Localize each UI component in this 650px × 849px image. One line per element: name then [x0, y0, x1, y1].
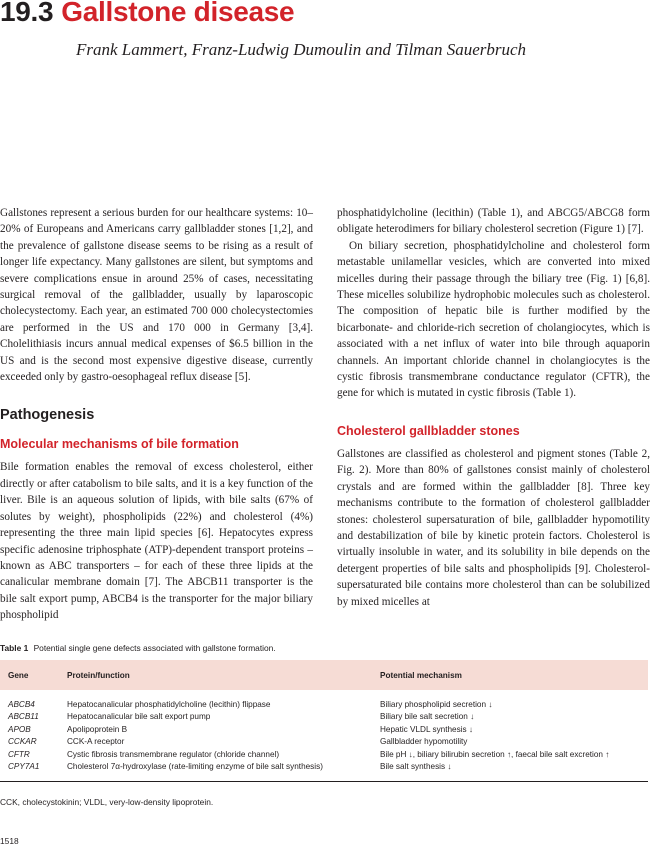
protein-cell: Apolipoprotein B — [67, 724, 128, 734]
left-column — [0, 205, 313, 624]
gallstones-paragraph: Gallstones are classified as cholesterol and pigment stones (Table 2, Fig. 2). More than 80% of gallstones consist mainly of cholesterol crystals and are formed within the gallbladder [8]. Three key mechanisms contribute to the formation of cholesterol gallbladder stones: cholesterol supersaturation of bile, gallbladder hypomotility and destabilization of bile by kinetic protein factors. Cholesterol is virtually insoluble in water, and its solubility in bile depends on the detergent properties of bile salts and phospholipids [9]. Cholesterol-supersaturated bile contains more cholesterol than can be solubilized by mixed micelles at — [337, 447, 650, 608]
gene-cell: CPY7A1 — [8, 762, 40, 772]
header-potential-mechanism: Potential mechanism — [380, 660, 648, 690]
table-label: Table 1 — [0, 643, 29, 653]
continuation-paragraph: phosphatidylcholine (lecithin) (Table 1), and ABCG5/ABCG8 form obligate heterodimers for biliary cholesterol secretion (Figure 1) [7]. — [337, 207, 650, 236]
chapter-title-text: Gallstone disease — [61, 0, 295, 27]
protein-cell: Hepatocanalicular phosphatidylcholine (lecithin) flippase — [67, 699, 271, 709]
bile-formation-paragraph: Bile formation enables the removal of excess cholesterol, either directly or after catabolism to bile salts, and it is a key function of the liver. Bile is an aqueous solution of lipids, with bile salts (67% of solutes by weight), phospholipids (22%) and cholesterol (4%) representing the three main lipid species [6]. Hepatocytes express specific adenosine triphosphate (ATP)-dependent transport proteins – known as ABC transporters – for each of these three lipids at the canalicular membrane domain [7]. The ABCB11 transporter is the bile salt export pump, ABCB4 is the transporter for the major biliary phospholipid — [0, 461, 313, 622]
chapter-title — [0, 0, 294, 28]
table-row — [0, 723, 648, 736]
table-1 — [0, 643, 650, 782]
table-row — [0, 690, 648, 711]
table-row — [0, 736, 648, 749]
right-column — [337, 205, 650, 610]
mechanism-cell: Biliary bile salt secretion ↓ — [380, 712, 475, 722]
mechanism-cell: Biliary phospholipid secretion ↓ — [380, 699, 493, 709]
mechanism-cell: Gallbladder hypomotility — [380, 737, 468, 747]
gene-cell: ABCB11 — [8, 712, 39, 722]
mechanism-cell: Bile pH ↓, biliary bilirubin secretion ↑, faecal bile salt excretion ↑ — [380, 749, 610, 759]
protein-cell: Cystic fibrosis transmembrane regulator (chloride channel) — [67, 749, 280, 759]
gene-cell: CFTR — [8, 749, 30, 759]
gene-cell: CCKAR — [8, 737, 37, 747]
intro-paragraph: Gallstones represent a serious burden for our healthcare systems: 10–20% of Europeans and Americans carry gallbladder stones [1,2], and the prevalence of gallstone disease seems to be rising as a result of longer life expectancy. Many gallstones are silent, but symptoms and severe complications ensue in around 25% of cases, necessitating surgical removal of the gallbladder, usually by laparoscopic cholecystectomy. Each year, an estimated 700 000 cholecystectomies are performed in the US and 170 000 in Germany [3,4]. Cholelithiasis incurs annual medical expenses of $6.5 billion in the US and is the second most expensive digestive disease, currently exceeded only by gastro-oesophageal reflux disease [5]. — [0, 207, 313, 384]
protein-cell: Hepatocanalicular bile salt export pump — [67, 712, 211, 722]
table-caption — [0, 643, 650, 653]
mechanism-cell: Hepatic VLDL synthesis ↓ — [380, 724, 473, 734]
chapter-number: 19.3 — [0, 0, 54, 27]
protein-cell: Cholesterol 7α-hydroxylase (rate-limiting enzyme of bile salt synthesis) — [67, 762, 323, 772]
table-header-row — [0, 660, 648, 690]
table-row — [0, 761, 648, 782]
table-row — [0, 711, 648, 724]
gene-defects-table — [0, 660, 648, 782]
subsection-heading-bile-formation: Molecular mechanisms of bile formation — [0, 437, 239, 452]
protein-cell: CCK-A receptor — [67, 737, 125, 747]
header-gene: Gene — [0, 660, 67, 690]
subsection-heading-cholesterol-stones: Cholesterol gallbladder stones — [337, 423, 520, 438]
mechanism-cell: Bile salt synthesis ↓ — [380, 762, 452, 772]
table-caption-text: Potential single gene defects associated with gallstone formation. — [33, 643, 276, 653]
gene-cell: ABCB4 — [8, 699, 35, 709]
gene-cell: APOB — [8, 724, 31, 734]
biliary-secretion-paragraph: On biliary secretion, phosphatidylcholine and cholesterol form metastable unilamellar vesicles, which are converted into mixed micelles during their passage through the biliary tree (Fig. 1) [6,8]. These micelles solubilize hydrophobic molecules such as cholesterol. The composition of hepatic bile is further modified by the bicarbonate- and chloride-rich secretion of cholangiocytes, which is associated with a net influx of water into bile through aquaporin channels. An important chloride channel in cholangiocytes is the cystic fibrosis transmembrane conductance regulator (CFTR), the gene for which is mutated in cystic fibrosis (Table 1). — [337, 239, 650, 400]
header-protein-function: Protein/function — [67, 660, 380, 690]
chapter-authors: Frank Lammert, Franz-Ludwig Dumoulin and Tilman Sauerbruch — [76, 40, 527, 59]
table-footnote: CCK, cholecystokinin; VLDL, very-low-density lipoprotein. — [0, 797, 214, 807]
section-heading-pathogenesis: Pathogenesis — [0, 407, 95, 424]
page-number: 1518 — [0, 836, 19, 846]
table-row — [0, 748, 648, 761]
